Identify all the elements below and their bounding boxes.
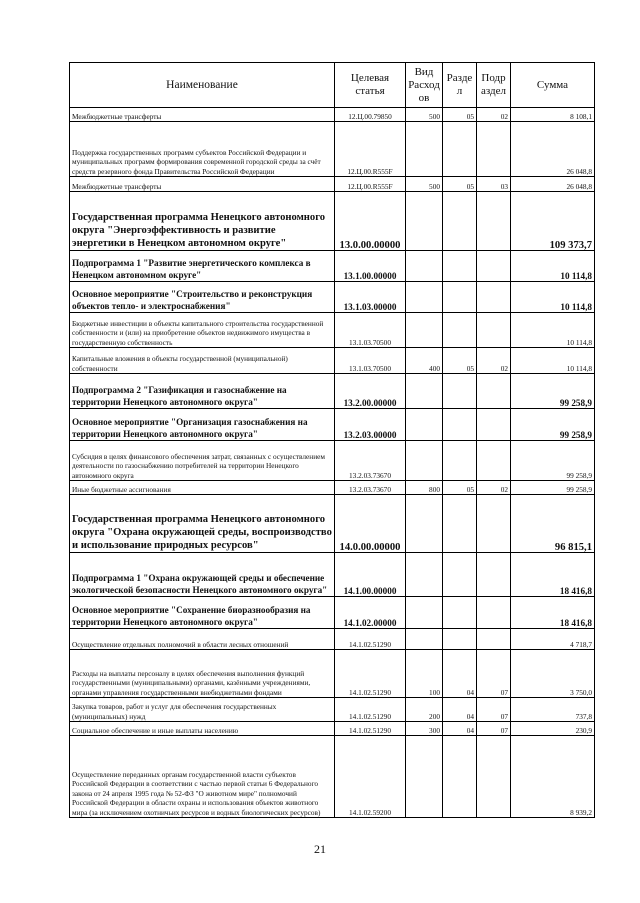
row-section — [443, 251, 477, 282]
row-section: 04 — [443, 650, 477, 698]
row-target: 14.1.02.51290 — [335, 629, 406, 650]
row-name: Расходы на выплаты персоналу в целях обеспечения выполнения функций государственными (муниципальными) органами, казёнными учреждениями, органами управления государственными внебюджетными фондами — [70, 650, 335, 698]
table-row — [70, 313, 595, 348]
row-target: 14.1.02.51290 — [335, 650, 406, 698]
table-row — [70, 722, 595, 736]
row-subsection — [477, 597, 511, 629]
table-row — [70, 553, 595, 597]
header-section: Разде л — [443, 63, 477, 108]
header-subsection: Подр аздел — [477, 63, 511, 108]
row-type: 400 — [406, 348, 443, 374]
row-sum: 96 815,1 — [511, 495, 595, 553]
row-target: 12.Ц.00.R555F — [335, 177, 406, 192]
row-name: Осуществление отдельных полномочий в области лесных отношений — [70, 629, 335, 650]
table-row — [70, 192, 595, 251]
row-sum: 18 416,8 — [511, 597, 595, 629]
row-type — [406, 553, 443, 597]
row-target: 13.1.00.00000 — [335, 251, 406, 282]
row-target: 14.1.02.51290 — [335, 722, 406, 736]
header-target: Целевая статья — [335, 63, 406, 108]
table-row — [70, 348, 595, 374]
row-name: Государственная программа Ненецкого автономного округа "Энергоэффективность и развитие энергетики в Ненецком автономном округе" — [70, 192, 335, 251]
row-name: Иные бюджетные ассигнования — [70, 481, 335, 495]
header-type: Вид Расход ов — [406, 63, 443, 108]
row-section — [443, 409, 477, 441]
row-section — [443, 441, 477, 481]
row-name: Субсидия в целях финансового обеспечения затрат, связанных с осуществлением деятельности по газоснабжению потребителей на территории Ненецкого автономного округа — [70, 441, 335, 481]
row-name: Подпрограмма 1 "Развитие энергетического комплекса в Ненецком автономном округе" — [70, 251, 335, 282]
row-section — [443, 122, 477, 177]
row-type — [406, 736, 443, 818]
row-type — [406, 629, 443, 650]
row-type: 100 — [406, 650, 443, 698]
row-target: 14.0.00.00000 — [335, 495, 406, 553]
row-sum: 26 048,8 — [511, 122, 595, 177]
row-target: 13.2.03.00000 — [335, 409, 406, 441]
row-target: 13.2.03.73670 — [335, 481, 406, 495]
row-sum: 99 258,9 — [511, 409, 595, 441]
table-row — [70, 122, 595, 177]
table-row — [70, 374, 595, 409]
row-section — [443, 192, 477, 251]
row-target: 14.1.02.59200 — [335, 736, 406, 818]
table-row — [70, 698, 595, 722]
row-type — [406, 313, 443, 348]
row-type — [406, 495, 443, 553]
row-name: Бюджетные инвестиции в объекты капитального строительства государственной собственности и (или) на приобретение объектов недвижимого имущества в государственную собственность — [70, 313, 335, 348]
row-sum: 8 108,1 — [511, 108, 595, 122]
row-subsection — [477, 409, 511, 441]
row-section: 05 — [443, 348, 477, 374]
row-subsection: 02 — [477, 481, 511, 495]
row-type — [406, 374, 443, 409]
row-sum: 4 718,7 — [511, 629, 595, 650]
row-section — [443, 495, 477, 553]
row-sum: 230,9 — [511, 722, 595, 736]
row-subsection — [477, 282, 511, 313]
row-subsection: 02 — [477, 348, 511, 374]
row-target: 12.Ц.00.79850 — [335, 108, 406, 122]
row-name: Поддержка государственных программ субъектов Российской Федерации и муниципальных программ формирования современной городской среды за счёт средств резервного фонда Правительства Российской Федерации — [70, 122, 335, 177]
row-type: 500 — [406, 177, 443, 192]
row-subsection — [477, 251, 511, 282]
row-subsection — [477, 313, 511, 348]
row-name: Основное мероприятие "Строительство и реконструкция объектов тепло- и электроснабжения" — [70, 282, 335, 313]
row-subsection — [477, 374, 511, 409]
row-section — [443, 282, 477, 313]
row-type: 200 — [406, 698, 443, 722]
header-sum: Сумма — [511, 63, 595, 108]
row-sum: 109 373,7 — [511, 192, 595, 251]
row-type: 800 — [406, 481, 443, 495]
row-sum: 10 114,8 — [511, 348, 595, 374]
row-sum: 26 048,8 — [511, 177, 595, 192]
table-row — [70, 650, 595, 698]
row-type — [406, 251, 443, 282]
table-row — [70, 629, 595, 650]
row-section: 05 — [443, 177, 477, 192]
row-subsection — [477, 192, 511, 251]
row-target: 14.1.02.00000 — [335, 597, 406, 629]
row-section — [443, 736, 477, 818]
row-section: 04 — [443, 722, 477, 736]
row-sum: 10 114,8 — [511, 313, 595, 348]
row-section — [443, 313, 477, 348]
row-type: 300 — [406, 722, 443, 736]
table-row — [70, 282, 595, 313]
row-target: 13.2.03.73670 — [335, 441, 406, 481]
row-section — [443, 597, 477, 629]
row-sum: 99 258,9 — [511, 374, 595, 409]
row-target: 13.2.00.00000 — [335, 374, 406, 409]
page-number: 21 — [314, 842, 326, 856]
row-sum: 10 114,8 — [511, 282, 595, 313]
table-row — [70, 441, 595, 481]
row-type — [406, 122, 443, 177]
row-type — [406, 409, 443, 441]
table-row — [70, 736, 595, 818]
row-type — [406, 192, 443, 251]
row-name: Межбюджетные трансферты — [70, 177, 335, 192]
row-name: Межбюджетные трансферты — [70, 108, 335, 122]
row-section: 04 — [443, 698, 477, 722]
row-target: 14.1.00.00000 — [335, 553, 406, 597]
row-subsection: 07 — [477, 722, 511, 736]
header-name: Наименование — [70, 63, 335, 108]
row-subsection — [477, 736, 511, 818]
row-target: 14.1.02.51290 — [335, 698, 406, 722]
row-type — [406, 441, 443, 481]
table-row — [70, 251, 595, 282]
table-row — [70, 481, 595, 495]
row-name: Социальное обеспечение и иные выплаты населению — [70, 722, 335, 736]
row-name: Подпрограмма 2 "Газификация и газоснабжение на территории Ненецкого автономного округа" — [70, 374, 335, 409]
row-subsection: 03 — [477, 177, 511, 192]
row-subsection — [477, 122, 511, 177]
row-subsection — [477, 495, 511, 553]
row-name: Закупка товаров, работ и услуг для обеспечения государственных (муниципальных) нужд — [70, 698, 335, 722]
row-type — [406, 282, 443, 313]
row-sum: 99 258,9 — [511, 441, 595, 481]
row-sum: 8 939,2 — [511, 736, 595, 818]
row-name: Подпрограмма 1 "Охрана окружающей среды и обеспечение экологической безопасности Ненецкого автономного округа" — [70, 553, 335, 597]
row-name: Государственная программа Ненецкого автономного округа "Охрана окружающей среды, воспроизводство и использование природных ресурсов" — [70, 495, 335, 553]
row-subsection: 07 — [477, 650, 511, 698]
row-target: 13.1.03.70500 — [335, 313, 406, 348]
table-header-row — [70, 63, 595, 108]
row-subsection — [477, 441, 511, 481]
row-sum: 3 750,0 — [511, 650, 595, 698]
row-name: Осуществление переданных органам государственной власти субъектов Российской Федерации в соответствии с частью первой статьи 6 Федерального закона от 24 апреля 1995 года № 52-ФЗ "О животном мире" полномочий Российской Федерации в области охраны и использования объектов животного мира (за исключением охотничьих ресурсов и водных биологических ресурсов) — [70, 736, 335, 818]
row-section: 05 — [443, 108, 477, 122]
table-row — [70, 177, 595, 192]
row-section — [443, 374, 477, 409]
row-section — [443, 553, 477, 597]
row-type: 500 — [406, 108, 443, 122]
row-name: Основное мероприятие "Организация газоснабжения на территории Ненецкого автономного округа" — [70, 409, 335, 441]
row-type — [406, 597, 443, 629]
row-target: 13.1.03.70500 — [335, 348, 406, 374]
row-sum: 99 258,9 — [511, 481, 595, 495]
table-row — [70, 495, 595, 553]
row-subsection — [477, 629, 511, 650]
row-sum: 10 114,8 — [511, 251, 595, 282]
budget-table — [69, 62, 595, 818]
row-name: Капитальные вложения в объекты государственной (муниципальной) собственности — [70, 348, 335, 374]
row-name: Основное мероприятие "Сохранение биоразнообразия на территории Ненецкого автономного округа" — [70, 597, 335, 629]
row-section — [443, 629, 477, 650]
row-subsection: 02 — [477, 108, 511, 122]
row-target: 13.0.00.00000 — [335, 192, 406, 251]
table-row — [70, 108, 595, 122]
row-subsection: 07 — [477, 698, 511, 722]
row-sum: 737,8 — [511, 698, 595, 722]
row-target: 13.1.03.00000 — [335, 282, 406, 313]
row-section: 05 — [443, 481, 477, 495]
row-sum: 18 416,8 — [511, 553, 595, 597]
row-subsection — [477, 553, 511, 597]
table-row — [70, 409, 595, 441]
table-row — [70, 597, 595, 629]
row-target: 12.Ц.00.R555F — [335, 122, 406, 177]
